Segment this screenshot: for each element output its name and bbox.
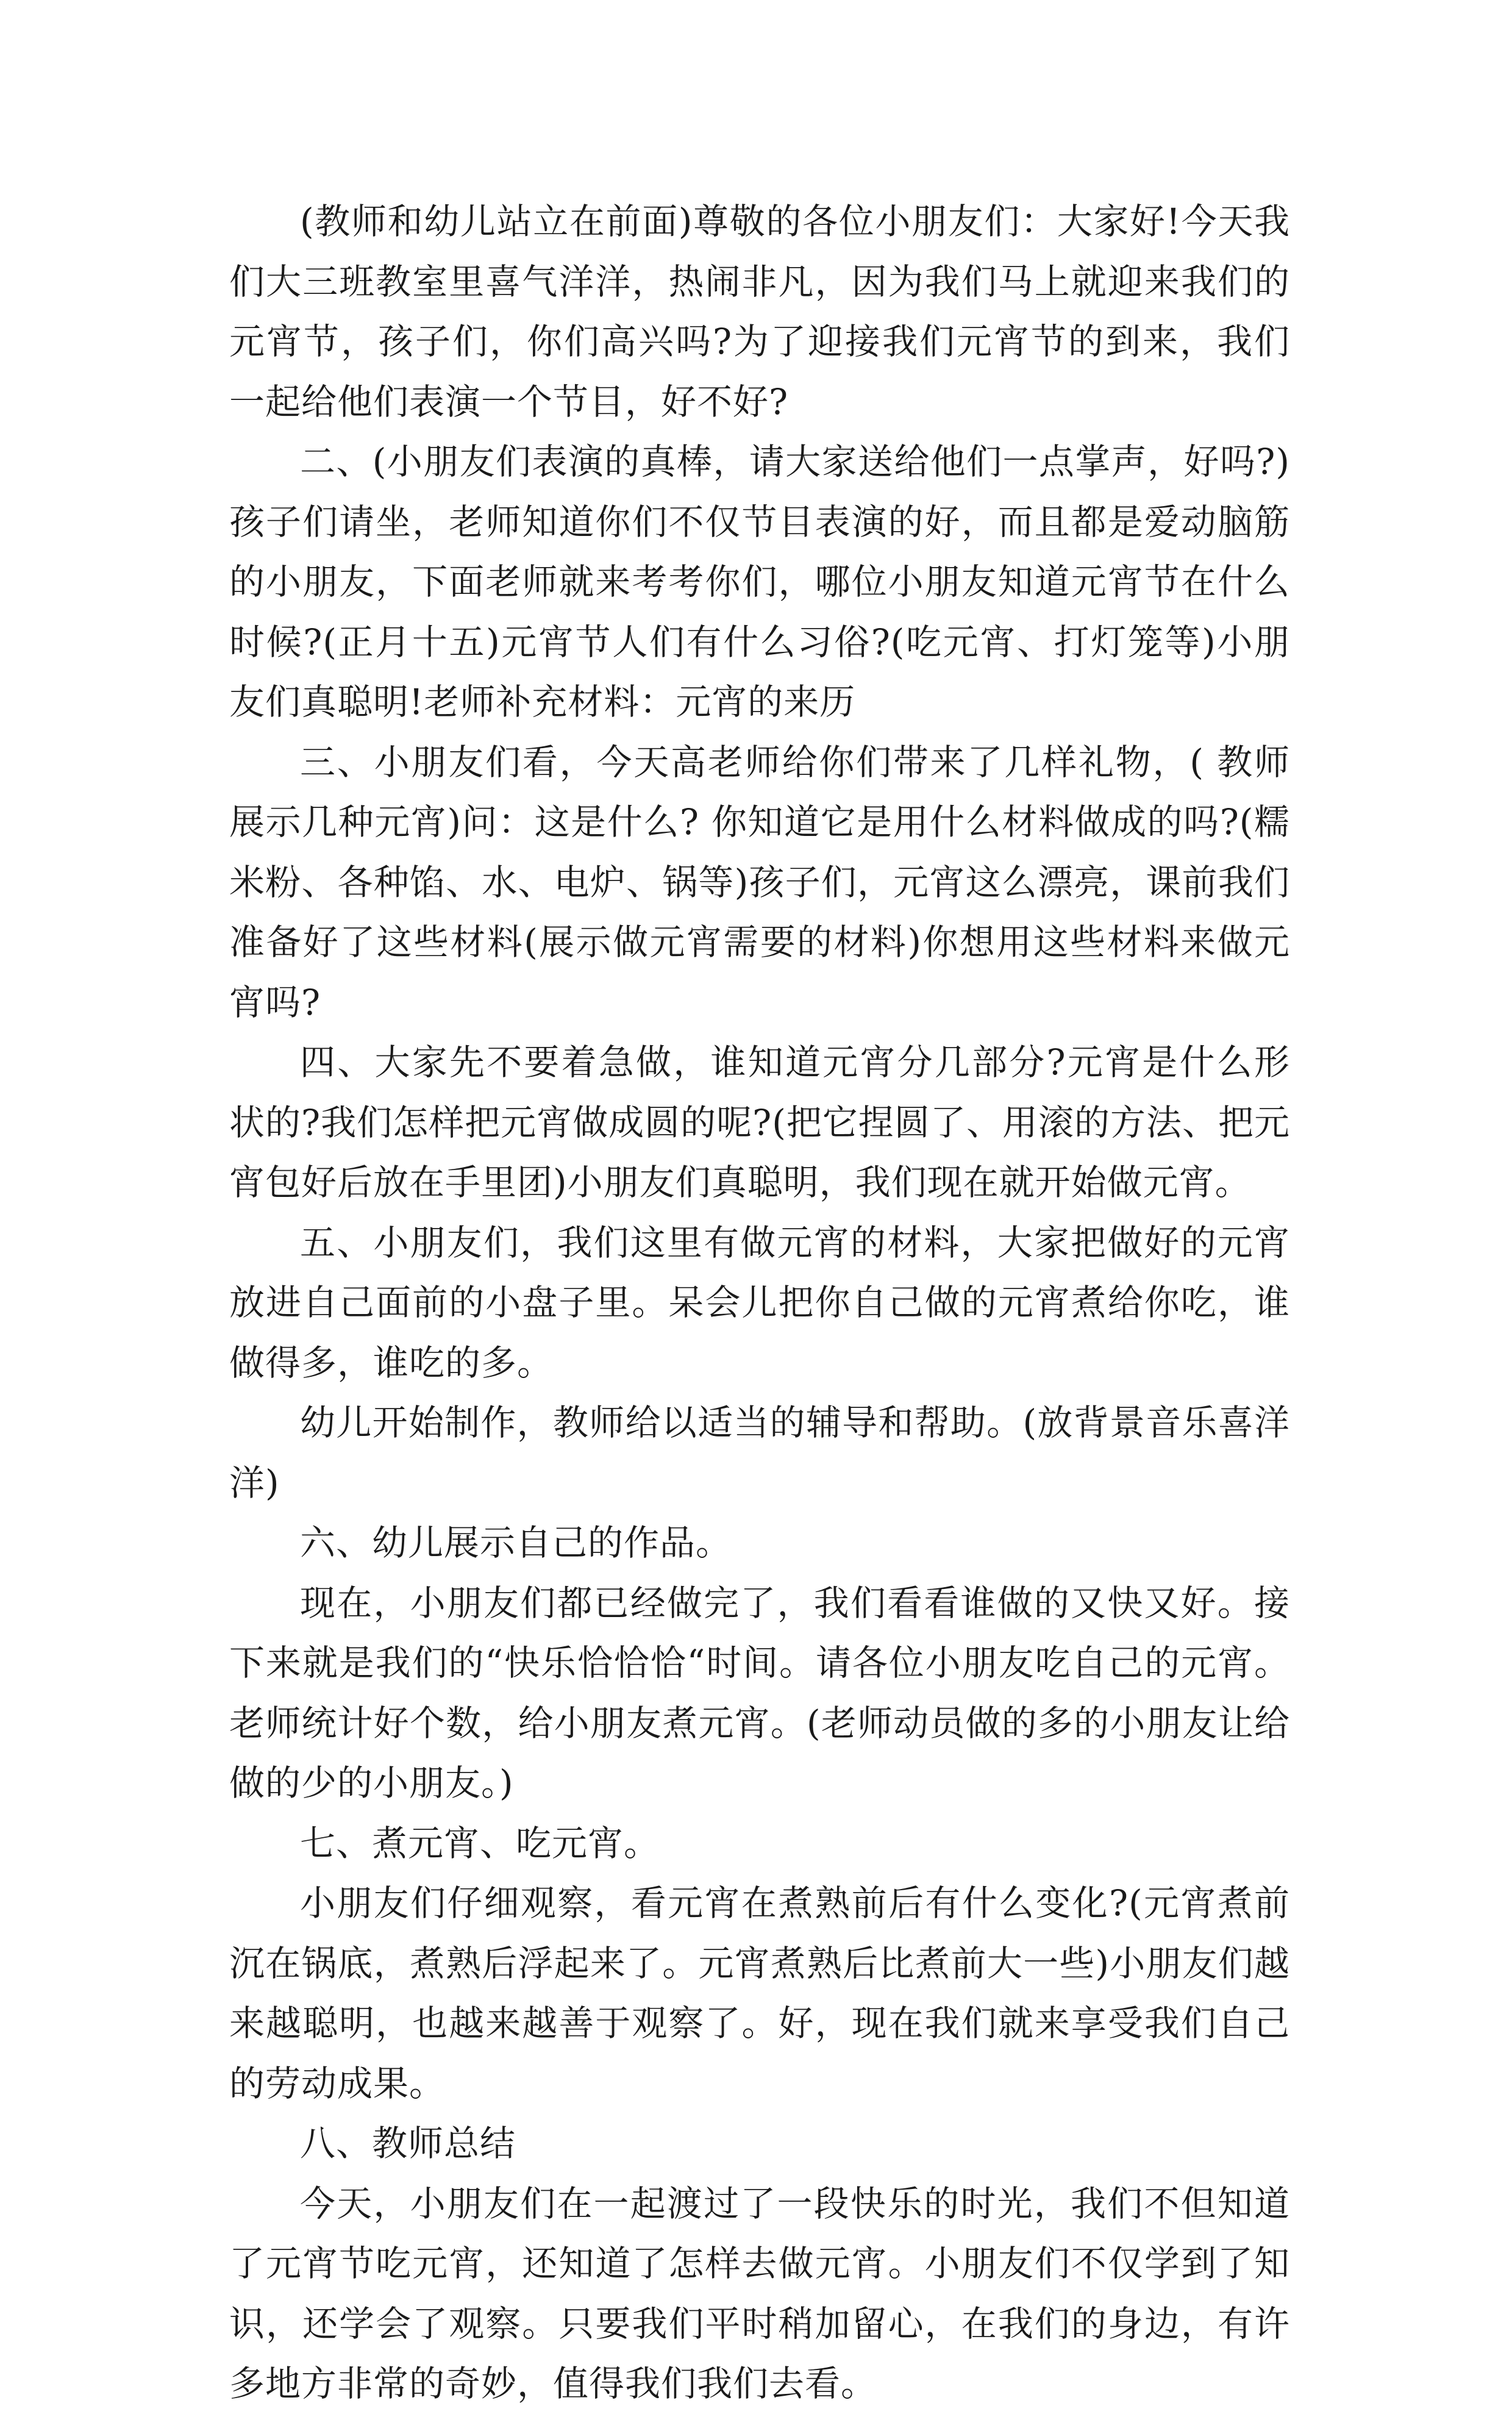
paragraph-children-making: 幼儿开始制作，教师给以适当的辅导和帮助。(放背景音乐喜洋洋) xyxy=(229,1402,1290,1504)
paragraph-opening: (教师和幼儿站立在前面)尊敬的各位小朋友们：大家好!今天我们大三班教室里喜气洋洋，热闹非凡，因为我们马上就迎来我们的元宵节，孩子们，你们高兴吗?为了迎接我们元宵节的到来，我们一起给他们表演一个节目，好不好? xyxy=(229,201,1290,423)
paragraph-step-6-body: 现在，小朋友们都已经做完了，我们看看谁做的又快又好。接下来就是我们的“快乐恰恰恰“时间。请各位小朋友吃自己的元宵。老师统计好个数，给小朋友煮元宵。(老师动员做的多的小朋友让给做的少的小朋友。) xyxy=(229,1582,1290,1804)
document-body xyxy=(229,191,1290,2414)
paragraph-step-7-body: 小朋友们仔细观察，看元宵在煮熟前后有什么变化?(元宵煮前沉在锅底，煮熟后浮起来了。元宵煮熟后比煮前大一些)小朋友们越来越聪明，也越来越善于观察了。好，现在我们就来享受我们自己的劳动成果。 xyxy=(229,1882,1290,2104)
paragraph-step-7-heading: 七、煮元宵、吃元宵。 xyxy=(300,1822,660,1864)
paragraph-step-6-heading: 六、幼儿展示自己的作品。 xyxy=(300,1522,732,1563)
paragraph-conclusion: 今天，小朋友们在一起渡过了一段快乐的时光，我们不但知道了元宵节吃元宵，还知道了怎样去做元宵。小朋友们不仅学到了知识，还学会了观察。只要我们平时稍加留心，在我们的身边，有许多地方非常的奇妙，值得我们我们去看。 xyxy=(229,2182,1290,2404)
paragraph-step-8-heading: 八、教师总结 xyxy=(300,2123,516,2164)
paragraph-step-3: 三、小朋友们看，今天高老师给你们带来了几样礼物，( 教师展示几种元宵)问：这是什么? 你知道它是用什么材料做成的吗?(糯米粉、各种馅、水、电炉、锅等)孩子们，元宵这么漂亮，课前我们准备好了这些材料(展示做元宵需要的材料)你想用这些材料来做元宵吗? xyxy=(229,741,1290,1023)
paragraph-step-5: 五、小朋友们，我们这里有做元宵的材料，大家把做好的元宵放进自己面前的小盘子里。呆会儿把你自己做的元宵煮给你吃，谁做得多，谁吃的多。 xyxy=(229,1221,1290,1384)
paragraph-step-4: 四、大家先不要着急做，谁知道元宵分几部分?元宵是什么形状的?我们怎样把元宵做成圆的呢?(把它捏圆了、用滚的方法、把元宵包好后放在手里团)小朋友们真聪明，我们现在就开始做元宵。 xyxy=(229,1041,1290,1203)
paragraph-step-2: 二、(小朋友们表演的真棒，请大家送给他们一点掌声，好吗?)孩子们请坐，老师知道你们不仅节目表演的好，而且都是爱动脑筋的小朋友，下面老师就来考考你们，哪位小朋友知道元宵节在什么时候?(正月十五)元宵节人们有什么习俗?(吃元宵、打灯笼等)小朋友们真聪明!老师补充材料：元宵的来历 xyxy=(229,441,1290,723)
